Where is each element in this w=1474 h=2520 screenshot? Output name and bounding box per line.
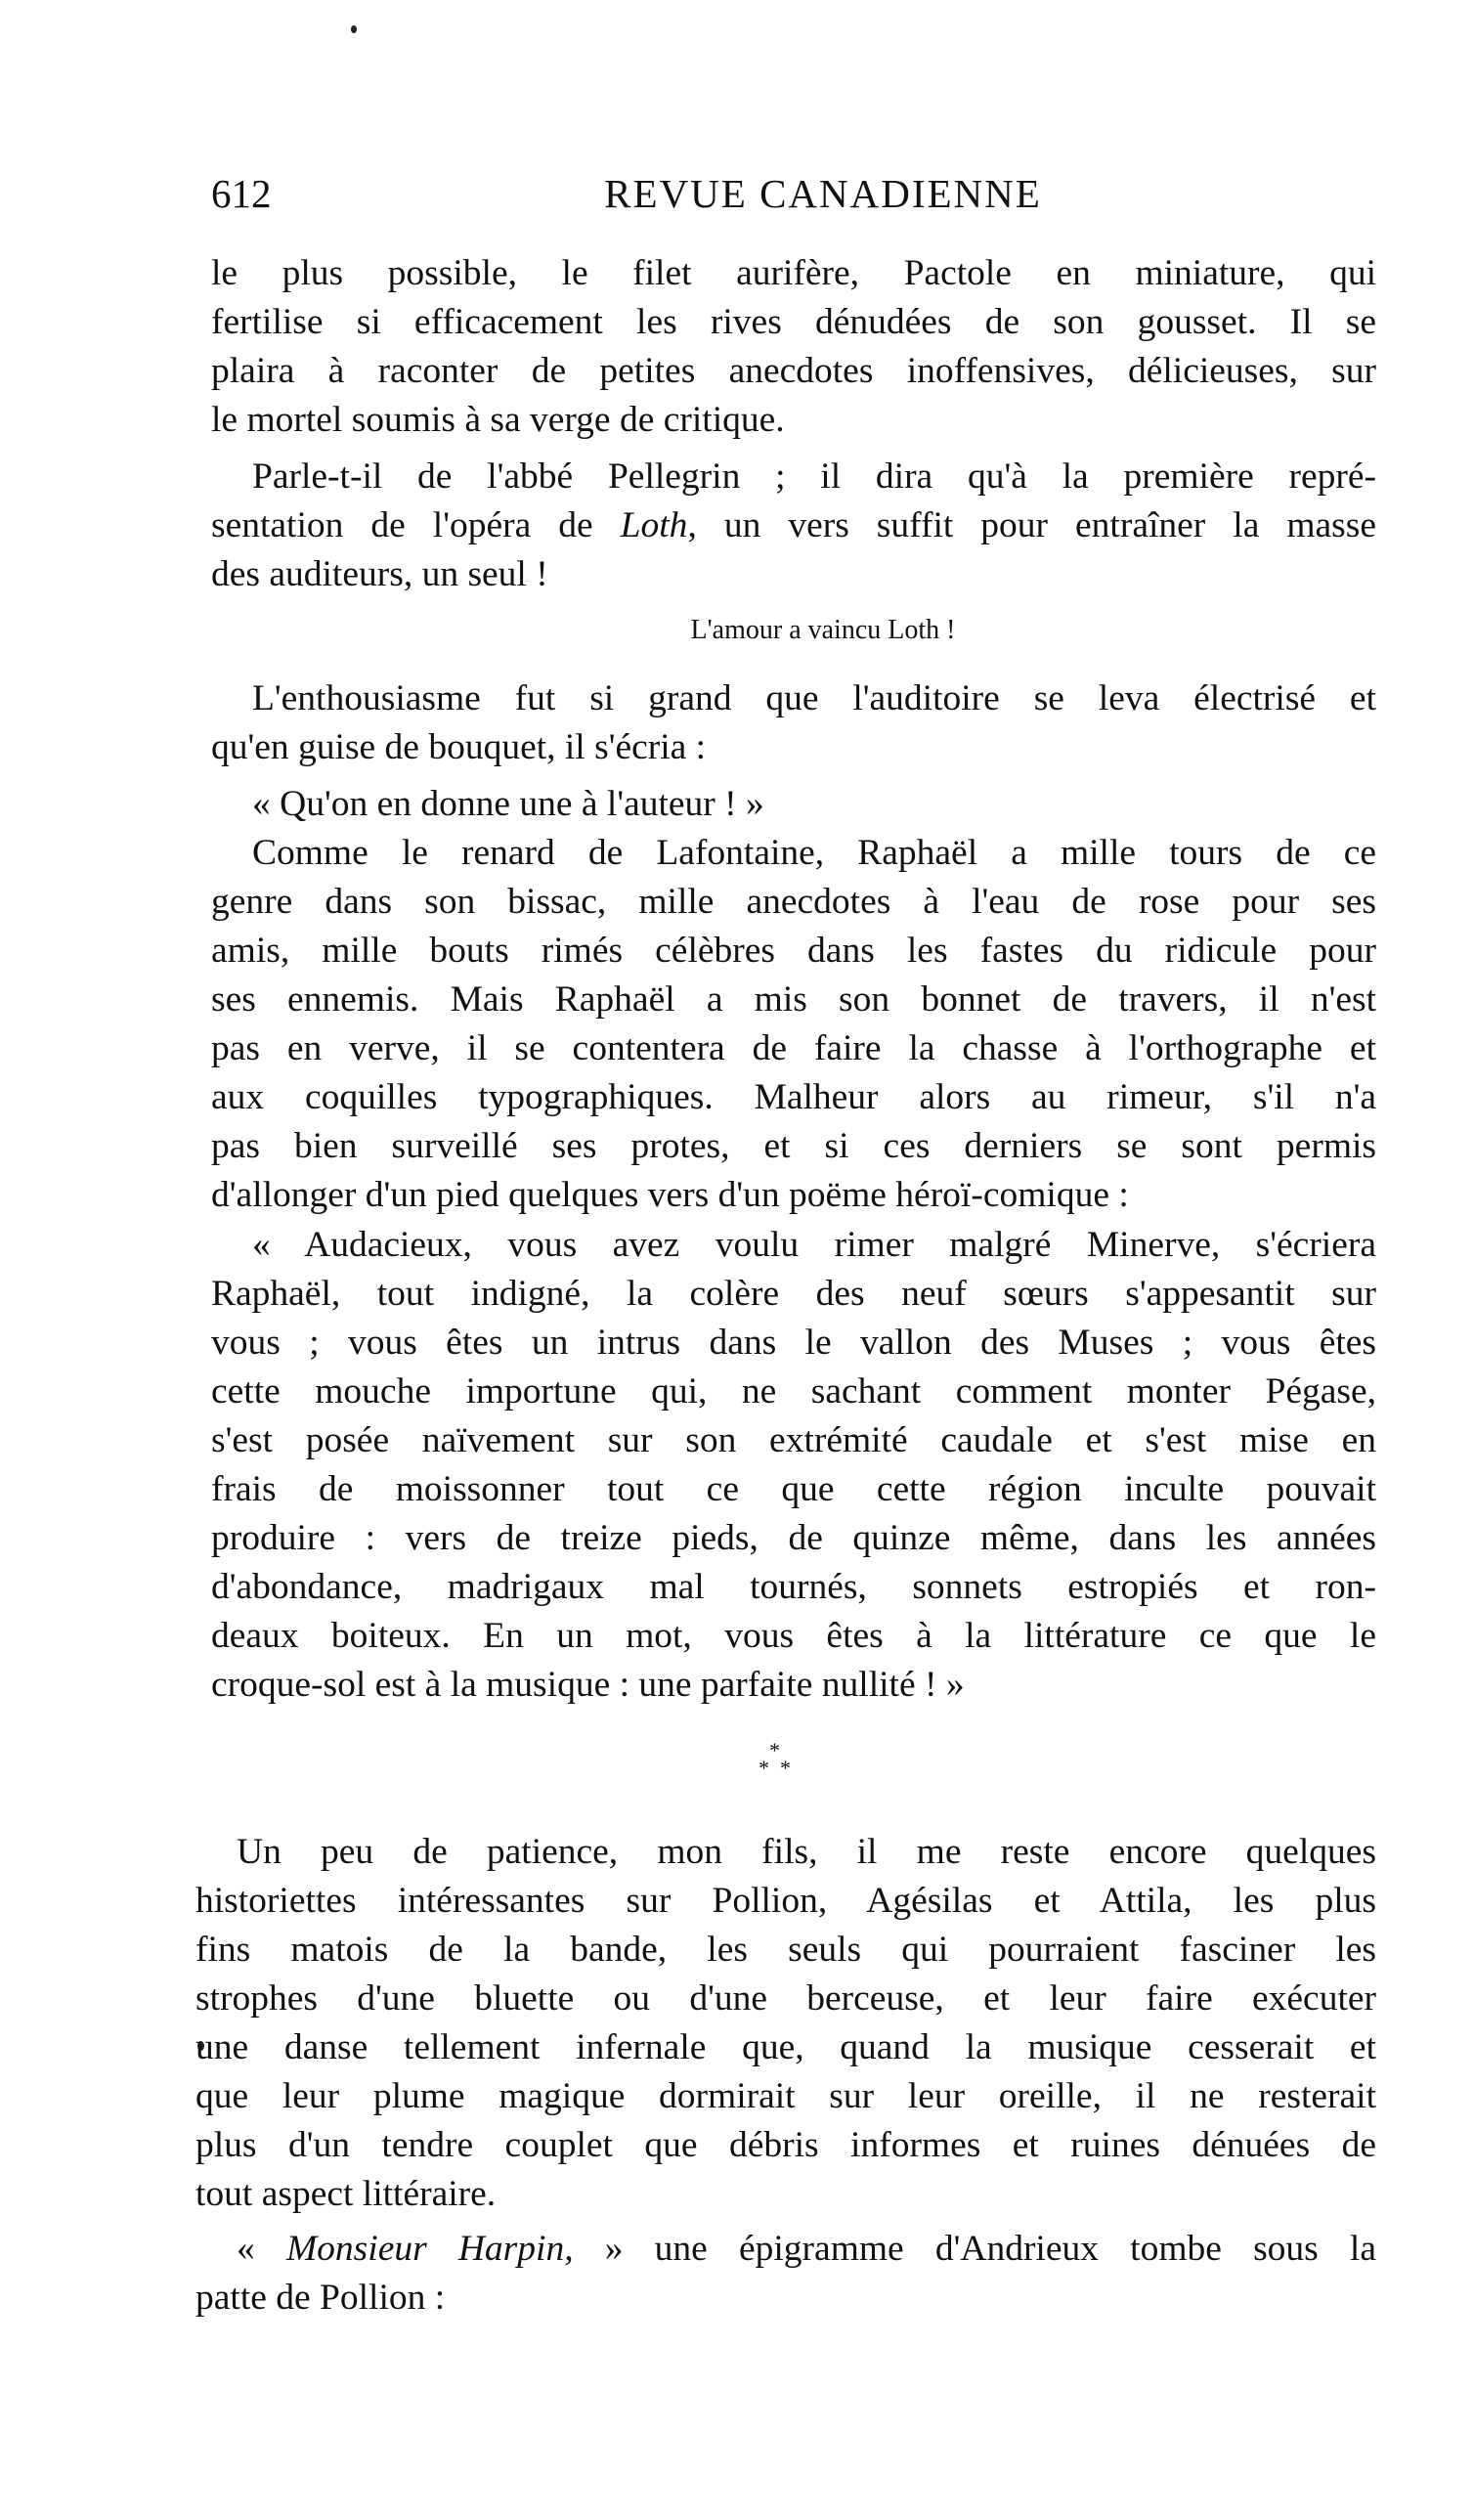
text-line: pas en verve, il se contentera de faire la chasse à l'orthographe et — [211, 1028, 1376, 1068]
text-line: plus d'un tendre couplet que débris informes et ruines dénuées de — [195, 2125, 1376, 2165]
text-run: » une épigramme d'Andrieux tombe sous la — [573, 2229, 1376, 2269]
page-header — [211, 164, 1376, 223]
italic-title: Monsieur Harpin, — [285, 2229, 574, 2269]
text-line: historiettes intéressantes sur Pollion, Agésilas et Attila, les plus — [195, 1881, 1376, 1921]
text-line: le mortel soumis à sa verge de critique. — [211, 400, 785, 440]
text-line — [237, 2225, 1376, 2274]
text-line: fertilise si efficacement les rives dénudées de son gousset. Il se — [211, 302, 1376, 342]
text-line: des auditeurs, un seul ! — [211, 554, 548, 594]
text-run: , un vers suffit pour entraîner la masse — [687, 505, 1376, 545]
italic-title: Loth — [620, 505, 688, 545]
text-line: L'enthousiasme fut si grand que l'auditoire se leva électrisé et — [252, 678, 1376, 718]
text-line: aux coquilles typographiques. Malheur alors au rimeur, s'il n'a — [211, 1077, 1376, 1117]
asterism-star: * — [780, 1756, 791, 1780]
text-line: une danse tellement infernale que, quand la musique cesserait et — [195, 2027, 1376, 2067]
text-line — [211, 501, 1376, 550]
text-line: cette mouche importune qui, ne sachant comment monter Pégase, — [211, 1371, 1376, 1412]
text-line: fins matois de la bande, les seuls qui pourraient fasciner les — [195, 1930, 1376, 1970]
text-line: le plus possible, le filet aurifère, Pactole en miniature, qui — [211, 253, 1376, 293]
page-number: 612 — [211, 171, 272, 216]
text-line: genre dans son bissac, mille anecdotes à l'eau de rose pour ses — [211, 882, 1376, 922]
text-run: sentation de l'opéra de — [211, 505, 621, 545]
text-line: deaux boiteux. En un mot, vous êtes à la littérature ce que le — [211, 1616, 1376, 1656]
text-run: « — [237, 2229, 286, 2269]
text-line: croque-sol est à la musique : une parfaite nullité ! » — [211, 1665, 965, 1705]
text-line: strophes d'une bluette ou d'une berceuse, et leur faire exécuter — [195, 1978, 1376, 2019]
running-title: REVUE CANADIENNE — [604, 171, 1042, 216]
text-line: frais de moissonner tout ce que cette région inculte pouvait — [211, 1469, 1376, 1509]
text-line: qu'en guise de bouquet, il s'écria : — [211, 727, 707, 767]
text-line: d'allonger d'un pied quelques vers d'un poëme héroï-comique : — [211, 1175, 1129, 1215]
text-line: d'abondance, madrigaux mal tournés, sonnets estropiés et ron- — [211, 1567, 1376, 1607]
asterism-star: * — [759, 1756, 769, 1780]
text-line: « Qu'on en donne une à l'auteur ! » — [252, 784, 764, 824]
text-line: pas bien surveillé ses protes, et si ces derniers se sont permis — [211, 1126, 1376, 1166]
text-line: Un peu de patience, mon fils, il me reste encore quelques — [237, 1832, 1376, 1872]
text-line: amis, mille bouts rimés célèbres dans les fastes du ridicule pour — [211, 931, 1376, 971]
verse-quote: L'amour a vaincu Loth ! — [690, 615, 956, 645]
text-line: vous ; vous êtes un intrus dans le vallon des Muses ; vous êtes — [211, 1323, 1376, 1363]
text-line: Raphaël, tout indigné, la colère des neuf sœurs s'appesantit sur — [211, 1274, 1376, 1314]
text-line: produire : vers de treize pieds, de quinze même, dans les années — [211, 1518, 1376, 1558]
text-line: Parle-t-il de l'abbé Pellegrin ; il dira qu'à la première repré- — [252, 456, 1376, 497]
text-line: tout aspect littéraire. — [195, 2174, 497, 2214]
text-line: plaira à raconter de petites anecdotes inoffensives, délicieuses, sur — [211, 351, 1376, 391]
section-asterism — [753, 1738, 802, 1787]
asterism-star: * — [769, 1738, 780, 1762]
text-line: « Audacieux, vous avez voulu rimer malgré Minerve, s'écriera — [252, 1225, 1376, 1265]
text-line: patte de Pollion : — [195, 2278, 446, 2318]
text-line: s'est posée naïvement sur son extrémité caudale et s'est mise en — [211, 1420, 1376, 1460]
ink-speck — [351, 25, 357, 33]
text-line: que leur plume magique dormirait sur leur oreille, il ne resterait — [195, 2076, 1376, 2116]
text-line: ses ennemis. Mais Raphaël a mis son bonnet de travers, il n'est — [211, 979, 1376, 1020]
text-line: Comme le renard de Lafontaine, Raphaël a mille tours de ce — [252, 833, 1376, 873]
